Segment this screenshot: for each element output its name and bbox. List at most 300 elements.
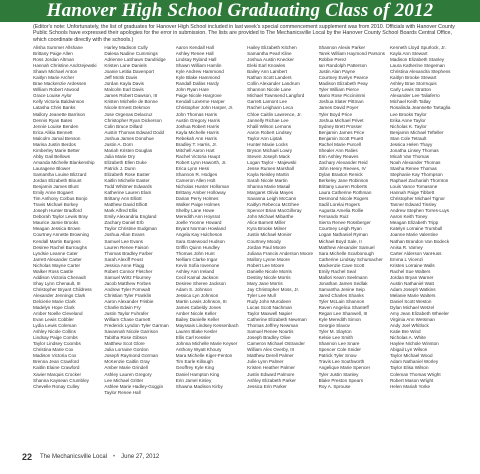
graduate-name: Shawn William Hamlin [175,63,222,69]
page-number: 22 [22,452,33,462]
graduate-name: Aaron Keith Toney [389,214,428,220]
graduate-name: Kendall LaVerne Harper [175,99,225,105]
graduate-name: Sara Gatewood Hudson [175,238,225,244]
graduate-name: Katherine Lauren Elam [104,190,152,196]
graduate-name: Savanna Leigh McCann [247,196,297,202]
graduate-name: Lyndsie Leanne Cater [33,250,78,256]
graduate-name: Taylor Michael Wood [389,353,433,359]
graduate-name: Martin Lewis Johnson, III [175,298,227,304]
graduate-name: Rosalinda Jeannette Tartaglia [389,105,451,111]
graduate-name: Courtney Annette Browning [33,232,89,238]
graduate-name: Noah Alexander Thomas [389,159,441,165]
graduate-name: Brittany Lauren Roberts [318,184,368,190]
graduate-name: Jay Christopher Moss, Jr. [247,286,299,292]
graduate-name: Desiree Rachel Burroughs [33,244,87,250]
graduate-name: Christopher Michael Tignor [389,196,445,202]
graduate-name: Robert Mason Wright [389,377,434,383]
graduate-name: Tarek William Haymond Parsons [318,51,385,57]
graduate-name: Jordan Bryan Warner [389,274,434,280]
graduate-name: Destiny Nicole Morris [247,274,291,280]
graduate-name: Jesse Rumen Marshall [247,165,294,171]
graduate-name: Ian Randolph Patterson [318,63,367,69]
graduate-name: Tyler Boyd Price [318,111,353,117]
graduate-name: Steven Joseph Mack [247,153,290,159]
graduate-name: Emily Alexandria England [104,214,157,220]
graduate-name: William Robert Atwood [33,87,80,93]
graduate-name: Spencer Brian MacGillvray [247,208,302,214]
graduate-name: Mary Jane Morris [247,280,283,286]
graduate-name: Michael Townsend Langford [247,93,305,99]
graduate-name: Griffin Quinn Hundley [175,244,220,250]
graduate-name: Joshua James Donohue [104,135,154,141]
graduate-name: Andy Joel Whitlock [389,323,429,329]
graduate-name: Coleman Thomas Wright [389,371,441,377]
graduate-name: Tanner Edward Tinsley [389,202,437,208]
graduate-name: Samantha Louise Blizzard [33,171,87,177]
graduate-name: Lee Brooks Taylor [389,111,427,117]
graduate-name: Emily Anne Bogaert [33,190,74,196]
graduate-name: Zachary Daniel Erb [104,220,144,226]
graduate-name: Samuel Lee Evans [104,238,143,244]
graduate-name: Matthew Scot Glore [104,341,145,347]
graduate-name: Helen Mariah Yorke [389,383,431,389]
graduate-name: Lindsay Ryland Hall [175,57,217,63]
graduate-name: Adam Nathaniel Worley [389,359,439,365]
graduate-name: Anisa R. Varney [389,244,423,250]
graduate-name: Charlie Edwin Fry [104,305,141,311]
graduate-name: Joshua Austin Knecker [247,57,294,63]
graduate-name: Juliana Francis Anderson Moore [247,250,314,256]
graduate-name: Kaitlin Elaine Crawford [33,365,80,371]
graduate-name: Rebekah Ann Harris [175,135,217,141]
graduate-name: Jessica Anne Flagg [104,262,145,268]
graduate-columns [33,45,458,443]
graduate-name: Shay Lynn Chenault, III [33,280,81,286]
graduate-name: Kayla Ann Stewart [389,51,428,57]
graduate-name: Spencer Cole Snider [318,347,361,353]
graduate-name: Raven Angelica Shanteff [318,305,369,311]
graduate-name: Regan Lee Shanwell, III [318,311,368,317]
graduate-name: Amy Jean Elizabeth Wheeler [389,311,449,317]
graduate-name: Christian Tyler Franklin [104,292,152,298]
graduate-name: Matthew Alexander Samuel [318,244,375,250]
graduate-name: Emily Rachel Seal [318,268,356,274]
graduate-name: Kyle Blake Hammond [175,75,220,81]
graduate-name: Joanie Letitia Davenport [104,69,154,75]
graduate-name: Nicholas Wayne Carter [33,262,81,268]
graduate-name: Xavier Marquis Crocker [33,371,81,377]
graduate-name: Meagan Jessica Brown [33,226,81,232]
graduate-name: Latasha Chris Banks [33,105,76,111]
graduate-name: Jonathan James Sedlak [318,280,368,286]
graduate-name: Margaret Olivia Mayes [247,190,294,196]
graduate-name: Carter Alderson VanHuss [389,250,442,256]
graduate-name: Julia Lorraine Gordon [104,347,149,353]
graduate-name: Michael Boyd Sale, II [318,238,362,244]
graduate-name: Samuel Renee Nourtis [247,329,294,335]
graduate-name: Deborah Taylor Lewis Bray [33,214,88,220]
graduate-name: Alexander Lee Taliaferro [389,93,440,99]
graduate-name: Taylor Lindsey Coombs [33,341,81,347]
graduate-name: Jonatha Linsey Thomas [389,147,439,153]
graduate-name: Jared Charles Shanks [318,292,364,298]
graduate-name: Erin Jamel Kinley [175,377,212,383]
graduate-name: Alexander Jennings Clark [33,292,86,298]
graduate-name: Joshua Robert Harris [175,123,220,129]
graduate-name: Ashley Ann Ireland [175,268,215,274]
graduate-name: Ashley Renee Hall [175,51,214,57]
graduate-name: Tim Anthony Corbus Bonjo [33,196,88,202]
name-column [247,45,315,443]
graduate-name: Benjamin James Blunt [33,184,79,190]
graduate-name: Ashley Brae Stormquis [389,81,437,87]
graduate-name: Fernando Ruiz [318,214,349,220]
graduate-name: Desiree Sheree Jackson [175,280,226,286]
graduate-name: Nathan Brandon Van Bodeck [389,238,450,244]
graduate-name: Mark Alfred Ellis [104,208,138,214]
graduate-name: Cameron Allen Holt [175,178,216,184]
graduate-name: Augusta Amelia Rollie [318,208,364,214]
graduate-name: Maurice Jamie Brooks [33,220,79,226]
graduate-name: Malcolm Jamal Benson [33,135,81,141]
graduate-name: Meagan Elizabeth Tripp [389,220,439,226]
graduate-name: Kimberley Marie Better [33,147,80,153]
graduate-name: Brittany Paige Allen [33,51,73,57]
footer [22,451,458,463]
graduate-name: Tyler William Pierce [318,87,359,93]
graduate-name: Rachel Sue Walters [389,268,431,274]
graduate-name: Andrew Tyler Fornwalt [104,286,151,292]
graduate-name: Catherine Elizabeth Newman [247,317,307,323]
graduate-name: Adrienne LaShawn Dandridge [104,57,166,63]
graduate-name: Christopher Ryan Dickerson [104,117,162,123]
graduate-name: Jessica Lyn Johnson [175,292,219,298]
graduate-name: Rachel Leighann Leca [247,105,293,111]
graduate-name: Emma L Vicenzi [389,256,423,262]
graduate-name: Laura Katherine Stegeman [389,63,445,69]
graduate-name: Madison Victoria Cox [33,353,77,359]
graduate-name: Matthew David Elliott [104,202,148,208]
graduate-name: William Alex Overby, III [247,347,295,353]
graduate-name: Adam Joseph Watkins [389,286,436,292]
graduate-name: Kenneth Lloyd Spurlock, Jr. [389,45,446,50]
graduate-name: Jeff McSk Davis [104,75,138,81]
graduate-name: Joseph Hunter Bradford [33,208,82,214]
graduate-name: Amber Nicole Keller [175,311,217,317]
graduate-name: Amber Marie Grindell [104,365,148,371]
graduate-name: Lauragene Blower [33,165,71,171]
graduate-name: Kayla Neisley Martin [247,171,290,177]
graduate-name: Courtney Moody [247,238,281,244]
graduate-name: Alisha Summer Allshane [33,45,83,50]
graduate-name: Taylor Ann Liptak [247,135,283,141]
graduate-name: Patrick Tyler Snow [318,353,357,359]
graduate-name: Ashlee Marie Hadley-Goggin [104,383,164,389]
graduate-name: Shannon Nicole Lane [247,87,292,93]
graduate-name: Daniel Scott Weston [389,298,432,304]
editor-note: (Editor's note: Unfortunately, the list of graduates for Hanover High School included in last week's special commencement supplement was from 2010. Officials with Hanover County Public Schools have expressed their apologies for the error in submission. The lists are provided to The Mechanicsville Local by the Hanover County School Boards Central Office, which coordinate directly with the schools.) [33,24,455,43]
graduate-name: Courtney Evelyn Pearce [318,75,369,81]
graduate-name: Stan Cole Tetrault [389,135,427,141]
graduate-name: Ross Jordan Altman [33,57,75,63]
graduate-name: Benjamin James Price [318,129,365,135]
graduate-name: Geoffrey Kyle King [175,365,214,371]
graduate-name: Elizabeth Ellen Duke [104,159,147,165]
graduate-name: Frederick Lyndon Tyler Garman [104,323,169,329]
graduate-name: Tyler Justin Stanley [318,371,359,377]
graduate-name: Bryson Michael Lowry [247,147,293,153]
graduate-name: Rudy John Murodeen [247,298,292,304]
issue-date: June 27, 2012 [121,454,160,460]
graduate-name: Shanna Kaysean Crumbley [33,377,89,383]
graduate-name: Angela Kay Hulcheson [175,232,223,238]
graduate-name: Shannon Lee Snare [318,341,360,347]
graduate-name: Benjamin Scott Pruett [318,135,363,141]
graduate-name: Ellis Carl Kessler [175,335,211,341]
graduate-name: Justin Taylor Fuhrafer [104,311,149,317]
graduate-name: Garrett Lamont Lee [247,99,288,105]
graduate-name: Blake Preston Spears [318,377,363,383]
graduate-name: Taylor Renee Hall [104,389,141,395]
graduate-name: Mallory Lynne Moore [247,256,290,262]
graduate-name: Madison Elizabeth Peay [318,81,368,87]
graduate-name: Christina Marie Cox [33,347,74,353]
graduate-name: Joseph Bradley Olive [247,335,291,341]
graduate-name: Jose Orgenas Delacruz [104,111,153,117]
page-title: Hanover High School Graduating Class of 2012 [46,0,434,21]
graduate-name: Sara Michelle Scarborough [318,250,374,256]
graduate-name: Hunter Maxie Locks [247,141,288,147]
graduate-name: Dylan Michael Wetzel [389,305,435,311]
graduate-name: Malcolm Earl Davis [104,87,144,93]
graduate-name: Samantha Jenine Seip [318,286,365,292]
graduate-name: Mallory Jeanette Barrison [33,111,86,117]
graduate-name: Logan Taylor - Majewski [247,159,297,165]
graduate-name: Shawn Michael Anton [33,69,78,75]
graduate-name: Mara Michelle Kiger-Fenton [175,353,233,359]
footer-separator: • [113,454,116,460]
graduate-name: Ashley Lauren Gregory [104,371,152,377]
graduate-name: Brittany Amber Holloway [175,190,226,196]
graduate-name: Khalil Wilson Lemons [247,123,292,129]
graduate-name: Brae Mackenzie Ardessen [33,81,87,87]
graduate-name: Kevin Sofia Iovenone [175,262,220,268]
graduate-name: John Thomas Harris [175,111,218,117]
graduate-name: Jordan Elizabeth Blount [33,178,82,184]
graduate-name: Erica Lynn Hess [175,165,210,171]
graduate-name: Erin Ashley Reaves [318,153,359,159]
graduate-name: Raphael Zachariah Thornton [389,178,449,184]
graduate-name: Elizabeth Rose Easter [104,171,150,177]
graduate-name: Shanna Marie Masail [247,184,291,190]
graduate-name: Joelle Yvonne Howard [175,220,222,226]
graduate-name: Kelly Victoria Baldwinson [33,99,85,105]
graduate-name: Kristen Michelle de Bonne [104,99,158,105]
graduate-name: Joanne Marie Valentine [389,232,438,238]
graduate-name: Lee Michael Gritter [104,377,144,383]
graduate-name: Amber Noelle Cleveland [33,311,83,317]
graduate-name: James David Poyer [318,105,359,111]
graduate-name: Joseph Raymond Gorman [104,353,159,359]
graduate-name: Lucas Scott Nachman [247,305,293,311]
graduate-name: Ashley Nicole Collins [33,329,76,335]
graduate-name: Aaron Kendall Hall [175,45,214,50]
graduate-name: Harley Madison Cully [104,45,148,50]
graduate-name: Johnna Michelle Marie Keyser [175,341,238,347]
graduate-name: Christina Alexandra Stephens [389,69,451,75]
graduate-name: Sierra Renee Rossberger [318,220,371,226]
graduate-name: Logan Nathaniel Ryman [318,232,368,238]
graduate-name: Lindsay Paige Combs [33,335,78,341]
graduate-name: Desmond Nicole Rogers [318,196,369,202]
graduate-name: Katelyn Lorraine Trumbull [389,226,443,232]
graduate-name: Nelliam Clarke Ingar [175,256,218,262]
graduate-name: Sarah Nicole Martin [247,178,288,184]
graduate-name: Zachary Alexander Reid [318,159,368,165]
graduate-name: Kendall Martin Burgess [33,238,81,244]
graduate-name: Shealer Ann Ralies [318,147,358,153]
graduate-name: Paige Nicole Hargrove [175,93,222,99]
graduate-name: Austin Nathaniel Watt [389,280,434,286]
graduate-name: Colin Bruce Dillard [104,123,143,129]
graduate-name: Travis Michael Borkey [33,202,79,208]
graduate-name: Kaitlyn Rebecca McGhee [247,202,300,208]
graduate-name: Jordan Kayla Davis [104,81,144,87]
graduate-name: Nicholas Hunter Holloman [175,184,230,190]
graduate-name: Shannon R. Hodges [175,171,218,177]
graduate-name: Catherine Lindsay Schumacher [318,256,383,262]
graduate-name: Rachel Marie Purcell [318,141,361,147]
graduate-name: Christopher John Harper, Jr. [175,105,234,111]
graduate-name: Austin Gregory Harris [175,117,220,123]
graduate-name: Robbie Perez [318,57,347,63]
graduate-name: Austin Thomas Edward Dodd [104,129,165,135]
graduate-name: Courtney Leigh Ryan [318,226,362,232]
graduate-name: Ashley Elizabeth Parker [247,377,296,383]
graduate-name: Justin Alan Payne [318,69,356,75]
graduate-name: Robert Lee Moore [247,262,285,268]
graduate-name: Bailey Ann Lambert [247,69,288,75]
graduate-name: Stasha Renee Thomas [389,165,437,171]
graduate-name: Addison Victoria Chenault [33,274,86,280]
graduate-name: Jennie Louise Benden [33,123,79,129]
graduate-name: Mariah Kristen Douglas [104,147,153,153]
graduate-name: James Robert Dawson, III [104,93,158,99]
graduate-name: Jordan Paul Moore [247,244,286,250]
graduate-name: Georgie Slavov [318,323,350,329]
graduate-name: Collin Alexander Landrum [247,81,300,87]
graduate-name: Lydia Lewis Coleman [33,323,77,329]
graduate-name: Stephanie Kay Thompson [389,171,443,177]
graduate-name: Thomas John Hunt [175,250,215,256]
graduate-name: Michael Keith Tatlay [389,99,431,105]
graduate-name: Thomas Bradley Farber [104,250,153,256]
graduate-name: Darian Perry Holmes [175,196,219,202]
graduate-name: Erica Alikia Bennett [33,129,73,135]
graduate-name: Nicholas A. White [389,335,426,341]
graduate-name: Hannah Christine Andrzejewski [33,63,97,69]
graduate-name: Robert Lynn Haworth, Jr. [175,159,227,165]
graduate-name: Jessica Helen Thayy [389,141,433,147]
graduate-name: Dennis Ryan Bates [33,117,73,123]
graduate-name: John Michael Mibarthe [247,214,294,220]
graduate-name: Abby Gail Bellows [33,153,71,159]
graduate-name: Walker Paige Holmes [175,202,220,208]
graduate-name: Mario Rose Piccinimmi [318,93,366,99]
graduate-name: Aaron Alexander Frisbie [104,298,154,304]
graduate-name: Andrew Stephen Torres-Luys [389,208,450,214]
graduate-name: Brittany Ann Elliott [104,196,142,202]
graduate-name: Mitchell Aaron Hart [175,147,215,153]
graduate-name: Madelyn Hope Clark [33,305,75,311]
graduate-name: Walker Ross Castle [33,268,74,274]
graduate-name: Lauren Renee Faison [104,244,149,250]
graduate-name: John Henry Reeves, IV [318,165,366,171]
graduate-name: Katie Bre Wind [389,329,421,335]
graduate-name: Joshua Allan Evans [104,232,145,238]
graduate-name: Joshua Michael Privet [318,117,364,123]
graduate-name: Danielle Nicole Morris [247,268,292,274]
graduate-name: Roy A. Sprouse [318,383,351,389]
graduate-name: James Cabeldy Jones [175,305,221,311]
graduate-name: Nathan Scott Landers [247,75,292,81]
graduate-name: Cameron Michael Ostrander [247,341,305,347]
graduate-name: Shelby Lane Howe [175,208,215,214]
graduate-name: Hannah Paige Tibbett [389,190,435,196]
name-column [176,45,244,443]
graduate-name: Jannelly Richae Lee [247,117,289,123]
graduate-name: Brenna Jean Crawford [33,359,79,365]
graduate-name: Robert Connor Fletcher [104,268,153,274]
graduate-name: Jessica Erin Parker [247,383,287,389]
graduate-name: Sydney Brett Prosser [318,123,362,129]
graduate-name: Benjamin Michael Tefteller [389,129,444,135]
graduate-name: Bradley T. Harris, Jr. [175,141,218,147]
graduate-name: Sarah Alexiff Feust [104,256,143,262]
graduate-name: Hailey Elizabeth Kitchen [247,45,297,50]
graduate-name: Tyler Lee Mull [247,292,276,298]
graduate-name: Melanie Marie Walters [389,292,436,298]
graduate-name: Samantha Pearl Kline [247,51,292,57]
graduate-name: Kaitlyn Brooke Stewart [389,75,437,81]
graduate-name: Chloe Caitlin Lawrence, Jr. [247,111,302,117]
graduate-name: Nicholas K. Taylor [389,123,427,129]
graduate-name: William Chase Garnett [104,317,151,323]
graduate-name: Kyle Andrew Hammond [175,69,224,75]
graduate-name: Abigail Lyn Wilson [389,347,428,353]
graduate-name: Grace Louise Aylor [33,93,72,99]
graduate-name: Sadil Lorelai Rogers [318,202,360,208]
graduate-name: Delcierie Marie Clark [33,298,76,304]
graduate-name: Kristen Lorraine Walls [389,262,435,268]
graduate-name: Travis Lee Southworth [318,359,365,365]
graduate-name: Kristen Heather Palmer [247,365,295,371]
graduate-name: Cecil Kamal Jackson [175,274,219,280]
graduate-name: Evan Lewis Cobbler [33,317,74,323]
graduate-name: Jacob Matthew Forbes [104,280,151,286]
graduate-name: Matthew Derell Palmer [247,353,294,359]
title-banner [0,0,480,22]
graduate-name: Jarrett Alexander Carter [33,256,82,262]
name-column [104,45,172,443]
graduate-name: Taylor Elisa Wilson [389,365,429,371]
graduate-name: Laura Catherine Rothman [318,190,372,196]
graduate-name: Eleki Earl Knowles [247,63,286,69]
graduate-name: Taylor Maxwell Napier [247,311,293,317]
graduate-name: Dylan Braxton Renick [318,171,363,177]
graduate-name: Aaron Robert Lindsey [247,129,292,135]
graduate-name: Shannon Alexis Parker [318,45,366,50]
